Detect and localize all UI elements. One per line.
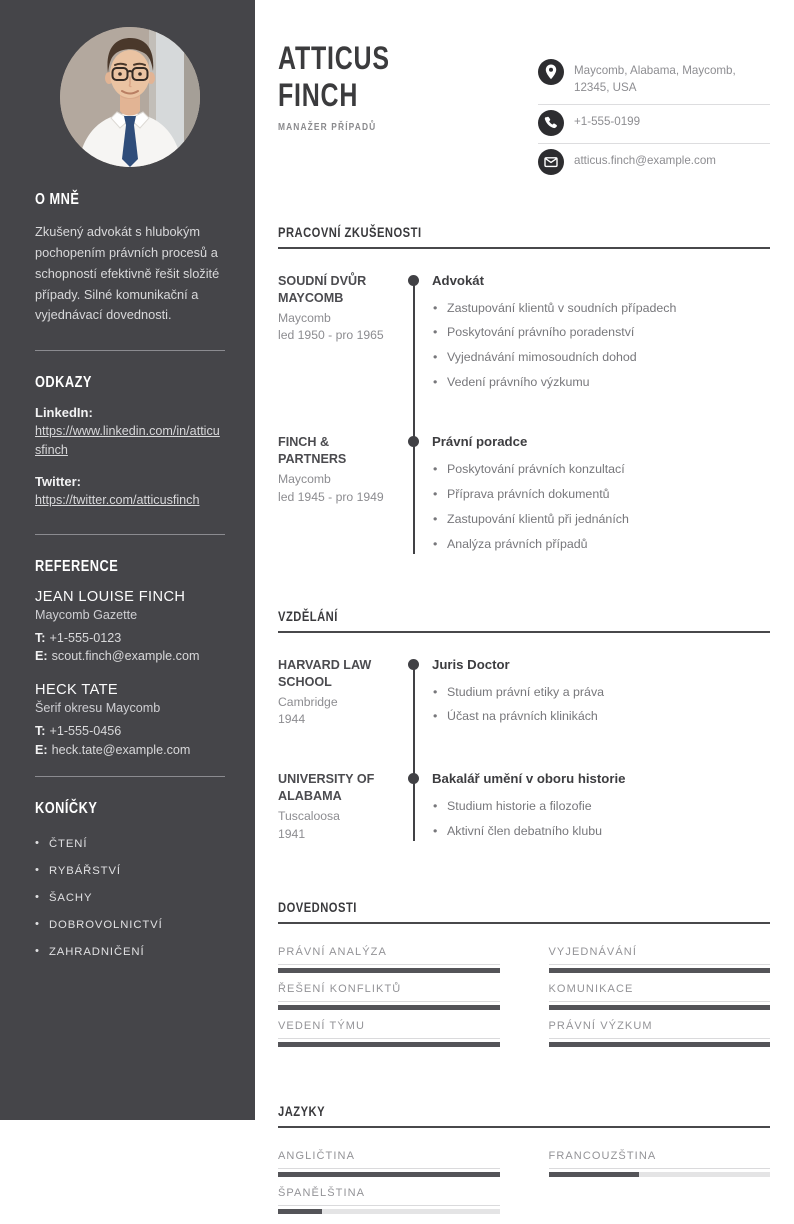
skill-name: VEDENÍ TÝMU: [278, 1020, 500, 1039]
language-bar-fill: [278, 1209, 322, 1214]
hobby-item: • ŠACHY: [35, 892, 225, 904]
bullet-item: • Poskytování právních konzultací: [432, 462, 770, 477]
section-experience: [278, 224, 770, 562]
skills-grid: [278, 946, 770, 1057]
language-item: [278, 1150, 500, 1177]
language-bar-fill: [278, 1172, 500, 1177]
hobbies-section-title: KONÍČKY: [35, 799, 98, 817]
email-label: E:: [35, 649, 48, 664]
reference-name: JEAN LOUISE FINCH: [35, 588, 186, 605]
skill-item: [278, 946, 500, 973]
languages-title: JAZYKY: [278, 1103, 326, 1120]
role-bullets: [432, 301, 770, 391]
skill-bar-fill: [278, 1005, 500, 1010]
company-name: SOUDNÍ DVŮR MAYCOMB: [278, 273, 367, 305]
bullet-item: • Vedení právního výzkumu: [432, 375, 770, 390]
language-bar: [278, 1172, 500, 1177]
language-name: FRANCOUZŠTINA: [549, 1150, 771, 1169]
sidebar-divider: [35, 534, 225, 535]
skill-name: KOMUNIKACE: [549, 983, 771, 1002]
phone-value: +1-555-0456: [49, 724, 122, 739]
email-icon: [538, 149, 564, 175]
skill-item: [549, 1020, 771, 1047]
about-section-title: O MNĚ: [35, 191, 80, 208]
bullet-item: • Studium historie a filozofie: [432, 799, 770, 814]
skill-bar-fill: [549, 968, 771, 973]
skill-item: [549, 983, 771, 1010]
graduation-year: 1944: [278, 712, 306, 727]
section-rule: [278, 247, 770, 249]
company-location: Maycomb: [278, 310, 331, 325]
phone-label: T:: [35, 724, 46, 739]
skill-name: VYJEDNÁVÁNÍ: [549, 946, 771, 965]
contact-row-location: [538, 54, 770, 105]
section-rule: [278, 922, 770, 924]
skill-bar: [549, 1042, 771, 1047]
school-name: UNIVERSITY OF ALABAMA: [278, 772, 375, 804]
main-content: [255, 0, 794, 1200]
language-name: ANGLIČTINA: [278, 1150, 500, 1169]
phone-label: T:: [35, 630, 46, 645]
role-title: Právní poradce: [432, 434, 528, 450]
section-education: [278, 608, 770, 850]
bullet-item: • Poskytování právního poradenství: [432, 325, 770, 340]
language-bar-fill: [549, 1172, 640, 1177]
reference-phone: [35, 629, 225, 647]
timeline-line: [413, 280, 415, 554]
degree-bullets: [432, 799, 770, 839]
experience-title: PRACOVNÍ ZKUŠENOSTI: [278, 223, 422, 240]
skill-name: ŘEŠENÍ KONFLIKTŮ: [278, 983, 500, 1002]
section-languages: [278, 1103, 770, 1224]
references-section-title: REFERENCE: [35, 557, 119, 575]
entry-detail: [432, 273, 770, 401]
language-bar: [549, 1172, 771, 1177]
sidebar-divider: [35, 350, 225, 351]
job-title: MANAŽER PŘÍPADŮ: [278, 121, 377, 133]
skill-name: PRÁVNÍ VÝZKUM: [549, 1020, 771, 1039]
bullet-item: • Aktivní člen debatního klubu: [432, 824, 770, 839]
entry-meta: [278, 273, 396, 401]
sidebar-divider: [35, 776, 225, 777]
phone-value: +1-555-0123: [49, 630, 122, 645]
school-name: HARVARD LAW SCHOOL: [278, 657, 372, 689]
page-title: [278, 40, 421, 114]
sidebar: [0, 0, 255, 1120]
company-location: Maycomb: [278, 472, 331, 487]
reference-phone: [35, 722, 225, 740]
link-label: Twitter:: [35, 474, 81, 489]
skill-bar: [278, 968, 500, 973]
employment-dates: led 1945 - pro 1949: [278, 489, 384, 504]
education-entries: [278, 657, 770, 850]
bullet-item: • Vyjednávání mimosoudních dohod: [432, 350, 770, 365]
bullet-item: • Zastupování klientů v soudních případech: [432, 301, 770, 316]
reference-org: Šerif okresu Maycomb: [35, 701, 161, 716]
reference-item: [35, 682, 225, 759]
degree-title: Bakalář umění v oboru historie: [432, 771, 626, 787]
experience-entry: [278, 434, 770, 562]
skill-bar: [549, 1005, 771, 1010]
phone-icon: [538, 110, 564, 136]
graduation-year: 1941: [278, 827, 306, 842]
section-rule: [278, 631, 770, 633]
hobby-list: [35, 838, 225, 958]
skill-bar-fill: [278, 1042, 500, 1047]
degree-title: Juris Doctor: [432, 656, 510, 672]
school-location: Cambridge: [278, 694, 338, 709]
skills-title: DOVEDNOSTI: [278, 899, 357, 916]
company-name: FINCH & PARTNERS: [278, 435, 347, 467]
profile-photo-illustration: [60, 27, 200, 167]
hobby-item: • RYBÁŘSTVÍ: [35, 865, 225, 877]
reference-item: [35, 589, 225, 666]
contact-phone-text: +1-555-0199: [574, 114, 641, 128]
skill-bar-fill: [549, 1005, 771, 1010]
bullet-item: • Příprava právních dokumentů: [432, 487, 770, 502]
links-section-title: ODKAZY: [35, 374, 92, 392]
skill-bar: [278, 1042, 500, 1047]
language-name: ŠPANĚLŠTINA: [278, 1187, 500, 1206]
education-title: VZDĚLÁNÍ: [278, 607, 338, 624]
bullet-item: • Účast na právních klinikách: [432, 709, 770, 724]
entry-meta: [278, 657, 396, 735]
entry-detail: [432, 434, 770, 562]
education-entry: [278, 657, 770, 735]
skill-bar-fill: [278, 968, 500, 973]
skills-column: [278, 946, 500, 1057]
email-value: scout.finch@example.com: [51, 649, 200, 664]
timeline-line: [413, 664, 415, 842]
entry-detail: [432, 657, 770, 735]
experience-entries: [278, 273, 770, 562]
skill-item: [549, 946, 771, 973]
entry-meta: [278, 771, 396, 849]
location-icon: [538, 59, 564, 85]
role-title: Advokát: [432, 272, 485, 288]
language-bar: [278, 1209, 500, 1214]
contact-row-email: [538, 144, 770, 182]
languages-column: [278, 1150, 500, 1224]
degree-bullets: [432, 685, 770, 725]
experience-entry: [278, 273, 770, 401]
reference-email: [35, 647, 225, 665]
link-item-twitter: [35, 474, 225, 510]
employment-dates: led 1950 - pro 1965: [278, 328, 384, 343]
skill-item: [278, 983, 500, 1010]
linkedin-link[interactable]: https://www.linkedin.com/in/atticusfinch: [35, 424, 220, 458]
bullet-item: • Studium právní etiky a práva: [432, 685, 770, 700]
name-first: ATTICUS: [278, 40, 390, 76]
contact-location-text: Maycomb, Alabama, Maycomb, 12345, USA: [574, 64, 736, 94]
contact-list: [538, 54, 770, 182]
link-label: LinkedIn:: [35, 405, 93, 421]
link-item-linkedin: [35, 405, 225, 460]
header: [278, 40, 770, 182]
bullet-item: • Analýza právních případů: [432, 537, 770, 552]
bullet-item: • Zastupování klientů při jednáních: [432, 512, 770, 527]
reference-name: HECK TATE: [35, 682, 119, 699]
skill-item: [278, 1020, 500, 1047]
skill-bar-fill: [549, 1042, 771, 1047]
contact-email-text: atticus.finch@example.com: [574, 153, 716, 167]
reference-email: [35, 741, 225, 759]
hobby-item: • ČTENÍ: [35, 838, 225, 850]
skills-column: [549, 946, 771, 1057]
about-text: Zkušený advokát s hlubokým pochopením právních procesů a schopností efektivně řešit složité případy. Silné komunikační a vyjednávací dovednosti.: [35, 224, 220, 323]
entry-detail: [432, 771, 770, 849]
skill-name: PRÁVNÍ ANALÝZA: [278, 946, 500, 965]
name-last: FINCH: [278, 77, 359, 113]
languages-grid: [278, 1150, 770, 1224]
section-rule: [278, 1126, 770, 1128]
skill-bar: [549, 968, 771, 973]
hobby-item: • DOBROVOLNICTVÍ: [35, 919, 225, 931]
language-item: [549, 1150, 771, 1177]
languages-column: [549, 1150, 771, 1224]
contact-row-phone: [538, 105, 770, 144]
email-value: heck.tate@example.com: [51, 742, 191, 757]
role-bullets: [432, 462, 770, 552]
reference-org: Maycomb Gazette: [35, 607, 138, 622]
section-skills: [278, 899, 770, 1057]
entry-meta: [278, 434, 396, 562]
twitter-link[interactable]: https://twitter.com/atticusfinch: [35, 493, 200, 507]
language-item: [278, 1187, 500, 1214]
profile-photo: [60, 27, 200, 167]
education-entry: [278, 771, 770, 849]
skill-bar: [278, 1005, 500, 1010]
name-block: [278, 40, 421, 133]
email-label: E:: [35, 742, 48, 757]
school-location: Tuscaloosa: [278, 809, 340, 824]
hobby-item: • ZAHRADNIČENÍ: [35, 946, 225, 958]
